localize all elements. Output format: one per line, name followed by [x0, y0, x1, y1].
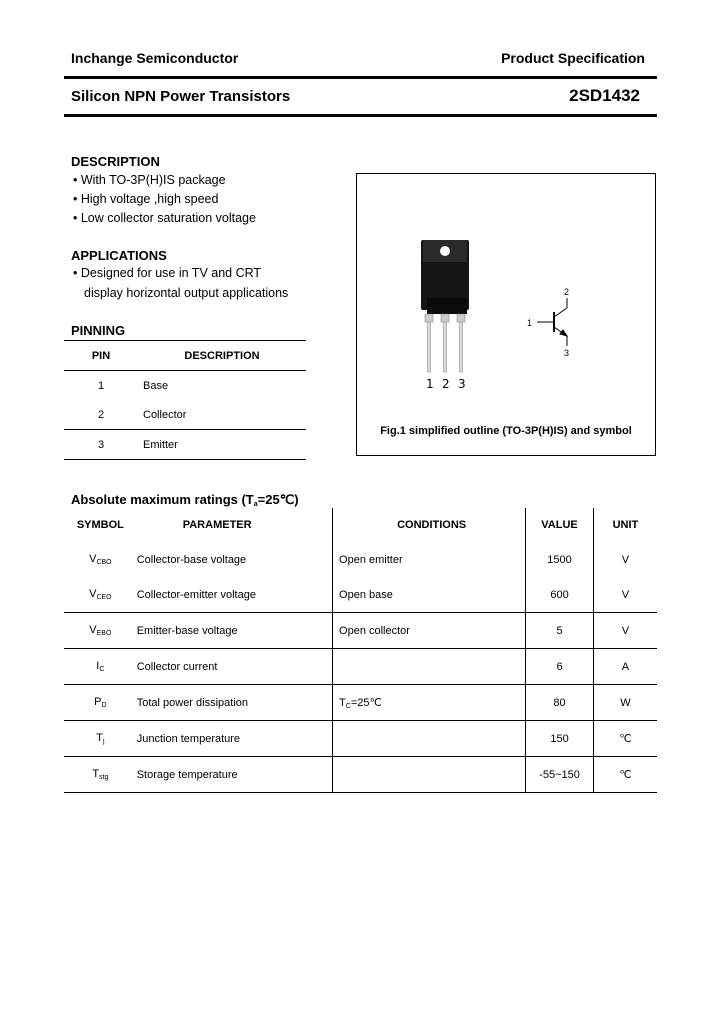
unit-column-header: UNIT: [593, 508, 657, 542]
unit-cell: A: [593, 649, 657, 685]
value-column-header: VALUE: [526, 508, 594, 542]
description-item: • Low collector saturation voltage: [73, 211, 256, 225]
conditions-column-header: CONDITIONS: [333, 508, 526, 542]
unit-cell: W: [593, 685, 657, 721]
product-title: Silicon NPN Power Transistors: [71, 88, 291, 105]
emitter-arrow: [560, 330, 567, 336]
symbol-label-collector: 2: [564, 287, 570, 297]
table-row: [64, 721, 657, 757]
parameter-cell: Total power dissipation: [137, 685, 333, 721]
lead-label-2: 2: [442, 377, 450, 391]
symbol-cell: $I_C$: [64, 649, 137, 685]
pin-number: 2: [97, 408, 105, 421]
symbol-cell: $V_{CBO}$: [89, 553, 112, 566]
table-row: [64, 542, 657, 577]
value-cell: 600: [526, 577, 594, 613]
conditions-cell: Open base: [333, 577, 526, 613]
applications-item: • Designed for use in TV and CRT: [73, 266, 262, 280]
conditions-cell: [333, 649, 526, 685]
pin-description: Emitter: [138, 430, 306, 460]
table-row: [64, 649, 657, 685]
unit-cell: V: [593, 613, 657, 649]
parameter-cell: Junction temperature: [137, 721, 333, 757]
figure-box: [356, 173, 656, 456]
table-row: [64, 400, 306, 430]
symbol-label-base: 1: [527, 318, 533, 328]
npn-transistor-symbol: [537, 298, 567, 346]
parameter-cell: Collector current: [137, 649, 333, 685]
value-cell: 150: [526, 721, 594, 757]
pinning-heading: PINNING: [71, 323, 126, 338]
lead-shoulder-1: [425, 314, 433, 322]
pin-description: Collector: [143, 408, 187, 421]
ratings-title: Absolute maximum ratings $(T_a=25℃)$: [71, 492, 299, 508]
parameter-cell: Storage temperature: [137, 757, 333, 793]
symbol-cell: $V_{EBO}$: [64, 613, 137, 649]
value-cell: -55~150: [526, 757, 594, 793]
parameter-cell: Collector-emitter voltage: [137, 577, 333, 613]
pin-column-header: PIN: [64, 341, 138, 371]
conditions-cell: [333, 721, 526, 757]
transistor-outline-illustration: [357, 174, 655, 414]
lead-2: [444, 322, 447, 372]
lead-3: [460, 322, 463, 372]
description-item: • High voltage ,high speed: [73, 192, 219, 206]
pinning-table: [64, 340, 306, 460]
unit-cell: V: [593, 577, 657, 613]
table-row: [64, 685, 657, 721]
value-cell: 6: [526, 649, 594, 685]
table-row: [64, 371, 306, 401]
table-row: [64, 757, 657, 793]
table-row: [64, 577, 657, 613]
header-rule-top: [64, 76, 657, 79]
collector-line: [554, 308, 567, 317]
symbol-label-emitter: 3: [564, 348, 570, 358]
value-cell: 1500: [526, 542, 594, 577]
part-number: 2SD1432: [569, 86, 640, 105]
value-cell: 5: [526, 613, 594, 649]
lead-label-1: 1: [426, 377, 434, 391]
header-rule-bottom: [64, 114, 657, 117]
table-row: [64, 613, 657, 649]
description-item: • With TO-3P(H)IS package: [73, 173, 226, 187]
lead-label-3: 3: [458, 377, 466, 391]
unit-cell: ℃: [593, 721, 657, 757]
unit-cell: ℃: [593, 757, 657, 793]
lead-shoulder-2: [441, 314, 449, 322]
pin-description: Base: [143, 379, 169, 392]
pin-description-column-header: DESCRIPTION: [138, 341, 306, 371]
conditions-cell: Open collector: [333, 613, 526, 649]
applications-item-continued: display horizontal output applications: [84, 286, 289, 300]
document-type: Product Specification: [501, 50, 645, 66]
symbol-cell: $T_j$: [64, 721, 137, 757]
conditions-cell: $T_C=25℃$: [333, 685, 526, 721]
lead-1: [428, 322, 431, 372]
table-row: [64, 430, 306, 460]
conditions-cell: Open emitter: [333, 542, 526, 577]
symbol-cell: $T_{stg}$: [64, 757, 137, 793]
conditions-cell: [333, 757, 526, 793]
company-name: Inchange Semiconductor: [71, 50, 239, 66]
applications-heading: APPLICATIONS: [71, 248, 167, 263]
parameter-column-header: PARAMETER: [182, 519, 252, 531]
mounting-hole: [440, 246, 450, 256]
description-heading: DESCRIPTION: [71, 154, 160, 169]
pin-number: 3: [64, 430, 138, 460]
symbol-cell: $P_D$: [64, 685, 137, 721]
symbol-cell: $V_{CEO}$: [64, 577, 137, 613]
figure-caption: Fig.1 simplified outline (TO-3P(H)IS) and symbol: [380, 425, 632, 437]
parameter-cell: Collector-base voltage: [136, 553, 247, 566]
unit-cell: V: [593, 542, 657, 577]
pin-number: 1: [97, 379, 105, 392]
value-cell: 80: [526, 685, 594, 721]
parameter-cell: Emitter-base voltage: [137, 613, 333, 649]
package-base: [427, 298, 467, 314]
symbol-column-header: SYMBOL: [76, 519, 124, 531]
ratings-table: [64, 508, 657, 793]
lead-shoulder-3: [457, 314, 465, 322]
